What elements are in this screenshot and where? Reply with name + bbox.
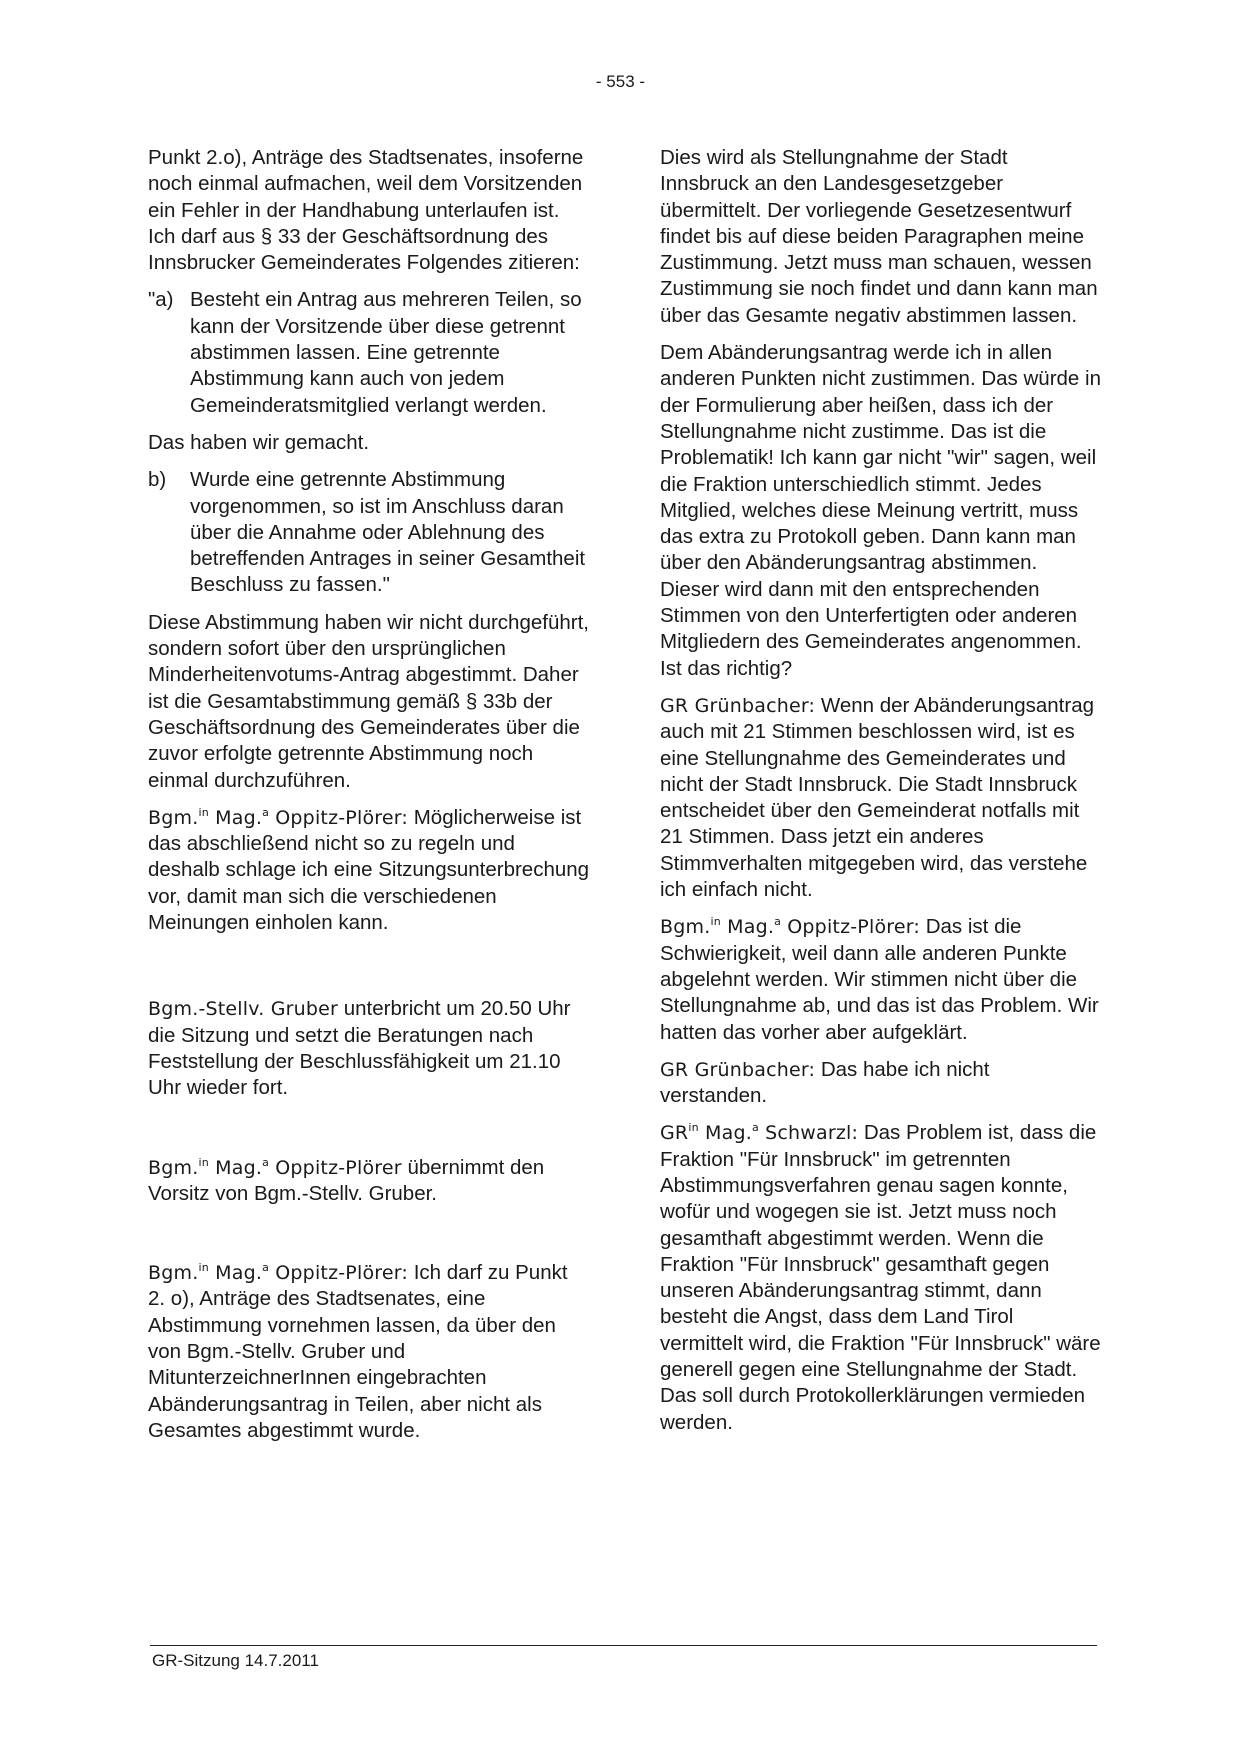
footer-divider <box>150 1645 1097 1646</box>
speaker-name: Bgm.$^{in}$ Mag.$^a$ Oppitz-Plörer: <box>148 805 409 829</box>
paragraph: Dem Abänderungsantrag werde ich in allen anderen Punkten nicht zustimmen. Das würde in der Formulierung aber heißen, dass ich der Stellungnahme nicht zustimme. Das ist die Problematik! Ich kann gar nicht "wir" sagen, weil die Fraktion unterschiedlich stimmt. Jedes Mitglied, welches diese Meinung vertritt, muss das extra zu Protokoll geben. Dann kann man über den Abänderungsantrag abstimmen. Dieser wird dann mit den entsprechenden Stimmen von den Unterfertigten oder anderen Mitgliedern des Gemeinderates angenommen. Ist das richtig? <box>660 341 1101 680</box>
note-text: unterbricht um 20.50 Uhr die Sitzung und setzt die Beratungen nach Feststellung der Beschlussfähigkeit um 21.10 Uhr wieder fort. <box>148 997 571 1100</box>
list-item <box>148 467 590 598</box>
speech-paragraph <box>148 805 590 936</box>
paragraph: Punkt 2.o), Anträge des Stadtsenates, insoferne noch einmal aufmachen, weil dem Vorsitzenden ein Fehler in der Handhabung unterlaufen ist. Ich darf aus § 33 der Geschäftsordnung des Innsbrucker Gemeinderates Folgendes zitieren: <box>148 146 584 275</box>
speaker-name: GR Grünbacher: <box>660 694 816 717</box>
page-number: - 553 - <box>595 72 646 91</box>
speaker-name: GR Grünbacher: <box>660 1058 816 1081</box>
speech-text: Das ist die Schwierigkeit, weil dann alle anderen Punkte abgelehnt werden. Wir stimmen nicht über die Stellungnahme ab, und das ist das Problem. Wir hatten das vorher aber aufgeklärt. <box>660 915 1099 1044</box>
speaker-name: Bgm.$^{in}$ Mag.$^a$ Oppitz-Plörer <box>148 1155 402 1179</box>
speech-paragraph <box>148 1260 590 1444</box>
speech-text: Das habe ich nicht verstanden. <box>660 1057 990 1108</box>
list-item <box>148 287 590 418</box>
speech-paragraph <box>660 1057 1102 1110</box>
speech-paragraph <box>660 693 1102 903</box>
paragraph: Diese Abstimmung haben wir nicht durchgeführt, sondern sofort über den ursprünglichen Minderheitenvotums-Antrag abgestimmt. Daher ist die Gesamtabstimmung gemäß § 33b der Geschäftsordnung des Gemeinderates über die zuvor erfolgte getrennte Abstimmung noch einmal durchzuführen. <box>148 610 589 792</box>
procedural-note <box>148 996 590 1101</box>
speech-text: Das Problem ist, dass die Fraktion "Für Innsbruck" im getrennten Abstimmungsverfahren genau sagen konnte, wofür und wogegen sie ist. Jetzt muss noch gesamthaft abgestimmt werden. Wenn die Fraktion "Für Innsbruck" gesamthaft gegen unseren Abänderungsantrag stimmt, dann besteht die Angst, dass dem Land Tirol vermittelt wird, die Fraktion "Für Innsbruck" wäre generell gegen eine Stellungnahme der Stadt. Das soll durch Protokollerklärungen vermieden werden. <box>660 1121 1101 1434</box>
speech-text: Wenn der Abänderungsantrag auch mit 21 Stimmen beschlossen wird, ist es eine Stellungnahme des Gemeinderates und nicht der Stadt Innsbruck. Die Stadt Innsbruck entscheidet über den Gemeinderat notfalls mit 21 Stimmen. Dass jetzt ein anderes Stimmverhalten mitgegeben wird, das verstehe ich einfach nicht. <box>660 693 1095 902</box>
speech-paragraph <box>660 1120 1102 1436</box>
note-text: übernimmt den Vorsitz von Bgm.-Stellv. Gruber. <box>148 1155 545 1205</box>
paragraph: Das haben wir gemacht. <box>148 430 370 454</box>
paragraph: Dies wird als Stellungnahme der Stadt Innsbruck an den Landesgesetzgeber übermittelt. Der vorliegende Gesetzesentwurf findet bis auf diese beiden Paragraphen meine Zustimmung. Jetzt muss man schauen, wessen Zustimmung sie noch findet und dann kann man über das Gesamte negativ abstimmen lassen. <box>660 146 1098 327</box>
speech-paragraph <box>660 914 1102 1045</box>
speech-text: Ich darf zu Punkt 2. o), Anträge des Stadtsenates, eine Abstimmung vornehmen lassen, da über den von Bgm.-Stellv. Gruber und MitunterzeichnerInnen eingebrachten Abänderungsantrag in Teilen, aber nicht als Gesamtes abgestimmt wurde. <box>148 1261 568 1442</box>
left-column <box>148 145 590 1455</box>
speaker-name: Bgm.-Stellv. Gruber <box>148 998 339 1021</box>
speaker-name: Bgm.$^{in}$ Mag.$^a$ Oppitz-Plörer: <box>660 915 921 939</box>
footer-text: GR-Sitzung 14.7.2011 <box>152 1651 319 1670</box>
list-marker: "a) <box>148 288 174 312</box>
right-column <box>660 145 1102 1447</box>
list-marker: b) <box>148 468 167 492</box>
procedural-note <box>148 1155 590 1208</box>
list-item-text: Wurde eine getrennte Abstimmung vorgenommen, so ist im Anschluss daran über die Annahme oder Ablehnung des betreffenden Antrages in seiner Gesamtheit Beschluss zu fassen." <box>190 468 586 597</box>
list-item-text: Besteht ein Antrag aus mehreren Teilen, so kann der Vorsitzende über diese getrennt abstimmen lassen. Eine getrennte Abstimmung kann auch von jedem Gemeinderatsmitglied verlangt werden. <box>190 288 582 417</box>
speaker-name: $GR^{in}$ Mag.$^a$ Schwarzl: <box>660 1121 859 1145</box>
speech-text: Möglicherweise ist das abschließend nicht so zu regeln und deshalb schlage ich eine Sitzungsunterbrechung vor, damit man sich die verschiedenen Meinungen einholen kann. <box>148 805 590 935</box>
speaker-name: Bgm.$^{in}$ Mag.$^a$ Oppitz-Plörer: <box>148 1261 409 1285</box>
